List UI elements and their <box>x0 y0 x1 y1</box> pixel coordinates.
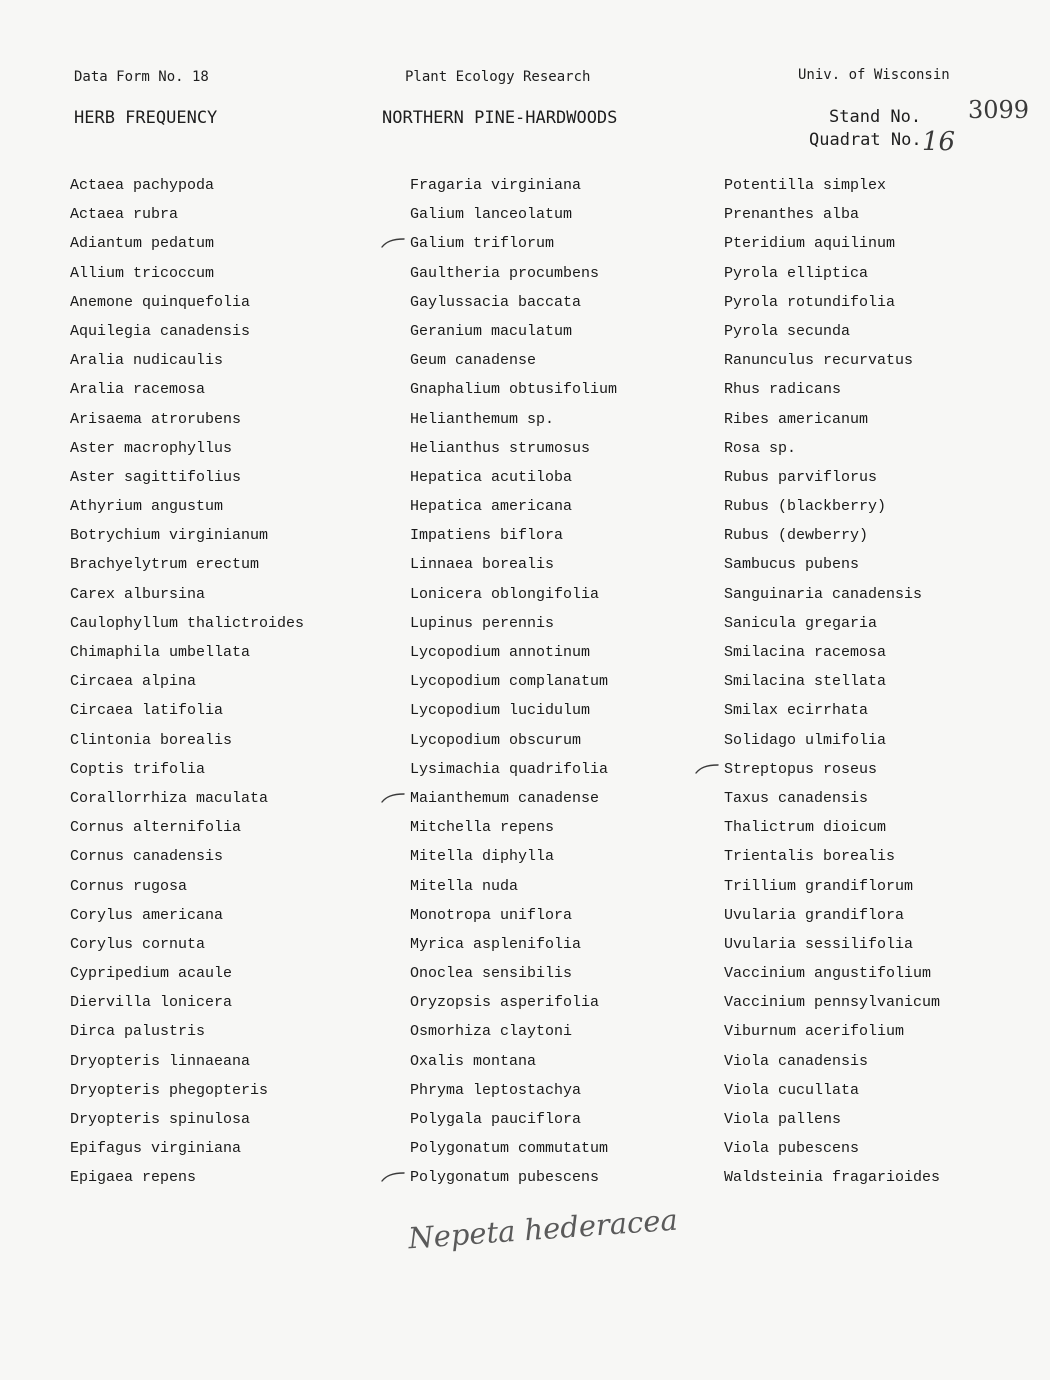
species-entry <box>410 463 617 492</box>
species-entry <box>410 842 617 871</box>
species-name: Corylus cornuta <box>70 935 206 953</box>
species-entry <box>70 726 304 755</box>
research-title: Plant Ecology Research <box>405 69 591 85</box>
species-name: Ribes americanum <box>724 410 869 428</box>
species-entry <box>70 346 304 375</box>
species-name: Gnaphalium obtusifolium <box>410 381 618 399</box>
species-entry <box>410 434 617 463</box>
species-name: Clintonia borealis <box>70 731 233 749</box>
species-entry <box>70 550 304 579</box>
species-name: Brachyelytrum erectum <box>70 556 260 574</box>
species-name: Fragaria virginiana <box>410 177 582 194</box>
species-name: Viola pubescens <box>724 1140 860 1158</box>
species-name: Mitella diphylla <box>410 848 555 866</box>
species-name: Pyrola rotundifolia <box>724 293 896 311</box>
species-entry <box>70 288 304 317</box>
species-entry <box>70 375 304 404</box>
species-entry <box>70 171 304 200</box>
species-name: Rhus radicans <box>724 381 842 399</box>
species-name: Gaultheria procumbens <box>410 264 600 282</box>
species-entry <box>724 901 940 930</box>
species-name: Cypripedium acaule <box>70 965 233 983</box>
species-name: Monotropa uniflora <box>410 906 573 924</box>
species-name: Sanguinaria canadensis <box>724 585 923 603</box>
species-entry <box>724 638 940 667</box>
species-name: Potentilla simplex <box>724 177 887 194</box>
species-name: Sambucus pubens <box>724 556 860 574</box>
species-name: Onoclea sensibilis <box>410 965 573 983</box>
species-entry <box>410 988 617 1017</box>
species-name: Lycopodium complanatum <box>410 673 609 691</box>
check-mark-icon <box>380 1168 406 1184</box>
species-name: Vaccinium pennsylvanicum <box>724 994 941 1012</box>
species-name: Dirca palustris <box>70 1023 206 1041</box>
species-name: Pyrola secunda <box>724 322 851 340</box>
species-name: Vaccinium angustifolium <box>724 965 932 983</box>
species-entry <box>70 1105 304 1134</box>
species-name: Allium tricoccum <box>70 264 215 282</box>
species-entry <box>724 259 940 288</box>
species-entry <box>724 813 940 842</box>
species-name: Coptis trifolia <box>70 760 206 778</box>
species-name: Polygonatum commutatum <box>410 1140 609 1158</box>
species-name: Pyrola elliptica <box>724 264 869 282</box>
species-entry <box>70 930 304 959</box>
species-name: Rubus parviflorus <box>724 468 878 486</box>
species-entry <box>70 1134 304 1163</box>
species-name: Rosa sp. <box>724 439 797 457</box>
species-entry <box>70 638 304 667</box>
species-entry <box>724 609 940 638</box>
species-entry <box>70 521 304 550</box>
species-entry <box>410 930 617 959</box>
species-entry <box>70 200 304 229</box>
species-name: Oxalis montana <box>410 1052 537 1070</box>
species-name: Dryopteris linnaeana <box>70 1052 251 1070</box>
species-entry <box>410 755 617 784</box>
species-name: Prenanthes alba <box>724 206 860 224</box>
species-column-3 <box>724 171 940 1193</box>
species-name: Streptopus roseus <box>724 760 878 778</box>
handwritten-species-note: Nepeta hederacea <box>407 1202 679 1256</box>
species-name: Impatiens biflora <box>410 527 564 545</box>
species-entry <box>70 434 304 463</box>
species-entry <box>724 346 940 375</box>
species-entry <box>70 1163 304 1192</box>
species-entry <box>410 696 617 725</box>
species-name: Chimaphila umbellata <box>70 644 251 661</box>
species-entry <box>410 200 617 229</box>
species-name: Polygala pauciflora <box>410 1111 582 1128</box>
species-entry <box>410 346 617 375</box>
species-name: Lonicera oblongifolia <box>410 585 600 603</box>
species-name: Diervilla lonicera <box>70 994 233 1012</box>
species-entry <box>724 580 940 609</box>
species-name: Phryma leptostachya <box>410 1081 582 1099</box>
species-entry <box>410 1105 617 1134</box>
species-entry <box>724 1076 940 1105</box>
species-name: Ranunculus recurvatus <box>724 352 914 370</box>
species-name: Hepatica americana <box>410 498 573 516</box>
species-entry <box>410 667 617 696</box>
species-entry <box>410 784 617 813</box>
species-name: Botrychium virginianum <box>70 527 269 545</box>
species-entry <box>410 813 617 842</box>
species-entry <box>70 229 304 258</box>
species-entry <box>724 784 940 813</box>
species-entry <box>70 813 304 842</box>
species-entry <box>410 405 617 434</box>
species-entry <box>70 901 304 930</box>
species-entry <box>70 463 304 492</box>
species-entry <box>410 901 617 930</box>
species-name: Athyrium angustum <box>70 498 224 516</box>
species-entry <box>724 317 940 346</box>
species-entry <box>410 375 617 404</box>
species-name: Cornus canadensis <box>70 848 224 866</box>
species-entry <box>724 229 940 258</box>
species-entry <box>70 405 304 434</box>
species-name: Circaea latifolia <box>70 702 224 720</box>
species-name: Arisaema atrorubens <box>70 410 242 428</box>
species-name: Epifagus virginiana <box>70 1140 242 1158</box>
species-name: Helianthus strumosus <box>410 439 591 457</box>
species-entry <box>70 259 304 288</box>
species-name: Epigaea repens <box>70 1169 197 1187</box>
university-name: Univ. of Wisconsin <box>798 67 950 83</box>
species-entry <box>724 988 940 1017</box>
species-entry <box>70 492 304 521</box>
species-name: Dryopteris phegopteris <box>70 1081 269 1099</box>
species-entry <box>70 1047 304 1076</box>
species-name: Hepatica acutiloba <box>410 468 573 486</box>
species-name: Smilax ecirrhata <box>724 702 869 720</box>
species-entry <box>724 492 940 521</box>
species-name: Mitchella repens <box>410 819 555 837</box>
species-entry <box>410 317 617 346</box>
species-name: Thalictrum dioicum <box>724 819 887 837</box>
species-name: Smilacina stellata <box>724 673 887 691</box>
species-name: Circaea alpina <box>70 673 197 691</box>
species-name: Actaea pachypoda <box>70 177 215 194</box>
species-entry <box>724 463 940 492</box>
species-entry <box>70 842 304 871</box>
species-name: Cornus alternifolia <box>70 819 242 837</box>
species-entry <box>410 726 617 755</box>
species-entry <box>410 259 617 288</box>
species-name: Taxus canadensis <box>724 789 869 807</box>
species-name: Lupinus perennis <box>410 614 555 632</box>
species-entry <box>70 1017 304 1046</box>
species-entry <box>724 550 940 579</box>
species-name: Helianthemum sp. <box>410 410 555 428</box>
species-name: Aster macrophyllus <box>70 439 233 457</box>
species-entry <box>410 580 617 609</box>
species-entry <box>70 1076 304 1105</box>
species-name: Dryopteris spinulosa <box>70 1111 251 1128</box>
species-column-2 <box>410 171 617 1193</box>
species-entry <box>410 492 617 521</box>
species-entry <box>410 638 617 667</box>
species-name: Geranium maculatum <box>410 322 573 340</box>
species-entry <box>70 667 304 696</box>
species-entry <box>724 521 940 550</box>
species-entry <box>70 959 304 988</box>
species-entry <box>724 171 940 200</box>
check-mark-icon <box>380 234 406 250</box>
species-entry <box>410 1047 617 1076</box>
species-name: Galium lanceolatum <box>410 206 573 224</box>
species-entry <box>724 288 940 317</box>
species-name: Lycopodium lucidulum <box>410 702 591 720</box>
species-name: Trillium grandiflorum <box>724 877 914 895</box>
species-name: Aquilegia canadensis <box>70 322 251 340</box>
stand-number-handwritten: 3099 <box>968 96 1030 124</box>
species-name: Galium triflorum <box>410 235 555 253</box>
species-name: Sanicula gregaria <box>724 614 878 632</box>
species-name: Lycopodium obscurum <box>410 731 582 749</box>
species-name: Cornus rugosa <box>70 877 188 895</box>
species-name: Lycopodium annotinum <box>410 644 591 661</box>
species-entry <box>724 667 940 696</box>
species-name: Viola cucullata <box>724 1081 860 1099</box>
species-entry <box>410 521 617 550</box>
species-name: Rubus (blackberry) <box>724 498 887 516</box>
species-name: Trientalis borealis <box>724 848 896 866</box>
species-entry <box>724 930 940 959</box>
species-entry <box>410 171 617 200</box>
species-entry <box>70 696 304 725</box>
species-entry <box>410 1163 617 1192</box>
species-entry <box>410 872 617 901</box>
species-name: Viola pallens <box>724 1111 842 1128</box>
species-entry <box>724 200 940 229</box>
species-name: Viburnum acerifolium <box>724 1023 905 1041</box>
species-entry <box>70 988 304 1017</box>
species-entry <box>724 434 940 463</box>
species-name: Corylus americana <box>70 906 224 924</box>
species-entry <box>724 959 940 988</box>
species-entry <box>724 1134 940 1163</box>
check-mark-icon <box>694 760 720 776</box>
species-entry <box>724 1105 940 1134</box>
species-name: Aralia racemosa <box>70 381 206 399</box>
species-name: Aralia nudicaulis <box>70 352 224 370</box>
species-entry <box>70 784 304 813</box>
species-name: Geum canadense <box>410 352 537 370</box>
species-name: Uvularia grandiflora <box>724 906 905 924</box>
species-name: Carex albursina <box>70 585 206 603</box>
species-name: Rubus (dewberry) <box>724 527 869 545</box>
species-name: Adiantum pedatum <box>70 235 215 253</box>
species-entry <box>410 1017 617 1046</box>
species-column-1 <box>70 171 304 1193</box>
species-name: Pteridium aquilinum <box>724 235 896 253</box>
quadrat-label: Quadrat No. <box>809 130 922 150</box>
species-entry <box>724 696 940 725</box>
species-entry <box>70 317 304 346</box>
species-entry <box>410 959 617 988</box>
species-name: Corallorrhiza maculata <box>70 789 269 807</box>
species-name: Lysimachia quadrifolia <box>410 760 609 778</box>
species-entry <box>724 872 940 901</box>
species-entry <box>410 1134 617 1163</box>
species-entry <box>410 1076 617 1105</box>
species-name: Caulophyllum thalictroides <box>70 614 305 632</box>
species-name: Polygonatum pubescens <box>410 1169 600 1187</box>
species-entry <box>724 405 940 434</box>
species-name: Maianthemum canadense <box>410 789 600 807</box>
species-entry <box>724 1163 940 1192</box>
species-name: Myrica asplenifolia <box>410 935 582 953</box>
species-name: Osmorhiza claytoni <box>410 1023 573 1041</box>
species-name: Mitella nuda <box>410 877 519 895</box>
species-entry <box>724 1047 940 1076</box>
species-name: Smilacina racemosa <box>724 644 887 661</box>
species-entry <box>724 842 940 871</box>
species-entry <box>724 726 940 755</box>
community-title: NORTHERN PINE-HARDWOODS <box>382 108 618 128</box>
stand-label: Stand No. <box>829 107 922 127</box>
species-name: Linnaea borealis <box>410 556 555 574</box>
species-entry <box>70 872 304 901</box>
form-type-title: HERB FREQUENCY <box>74 108 218 128</box>
species-name: Anemone quinquefolia <box>70 293 251 311</box>
species-entry <box>724 1017 940 1046</box>
species-entry <box>70 580 304 609</box>
species-name: Waldsteinia fragarioides <box>724 1169 941 1187</box>
species-entry <box>724 375 940 404</box>
species-name: Gaylussacia baccata <box>410 293 582 311</box>
species-name: Aster sagittifolius <box>70 468 242 486</box>
species-entry <box>70 755 304 784</box>
species-name: Solidago ulmifolia <box>724 731 887 749</box>
species-name: Actaea rubra <box>70 206 179 224</box>
species-entry <box>70 609 304 638</box>
species-name: Viola canadensis <box>724 1052 869 1070</box>
species-entry <box>410 288 617 317</box>
species-entry <box>410 550 617 579</box>
quadrat-number-handwritten: 16 <box>922 127 956 157</box>
species-entry <box>724 755 940 784</box>
form-number: Data Form No. 18 <box>74 69 209 85</box>
species-name: Oryzopsis asperifolia <box>410 994 600 1012</box>
species-entry <box>410 609 617 638</box>
species-entry <box>410 229 617 258</box>
species-name: Uvularia sessilifolia <box>724 935 914 953</box>
check-mark-icon <box>380 789 406 805</box>
